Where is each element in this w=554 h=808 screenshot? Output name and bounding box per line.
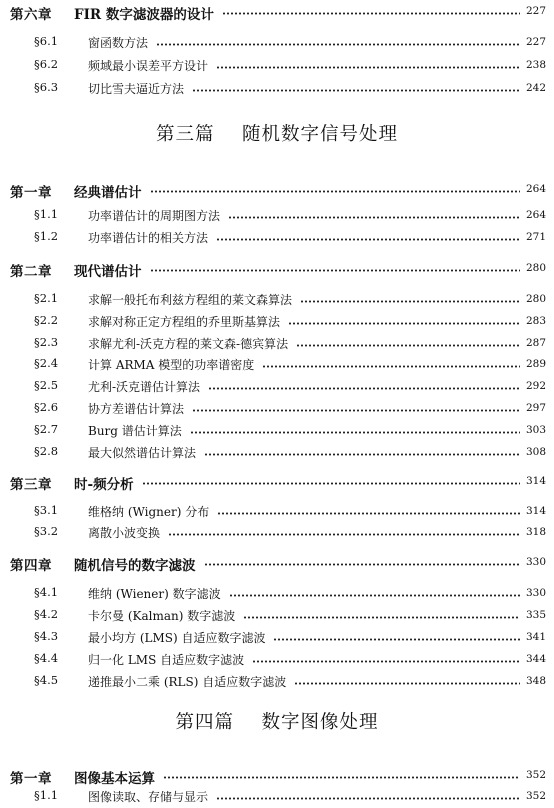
chapter-row[interactable] <box>0 554 554 574</box>
section-title: Burg 谱估计算法 <box>88 424 182 438</box>
section-title: 求解对称正定方程组的乔里斯基算法 <box>88 315 281 329</box>
section-row[interactable] <box>0 335 554 355</box>
section-title: 最小均方 (LMS) 自适应数字滤波 <box>88 631 266 645</box>
section-number: §4.2 <box>34 607 59 621</box>
page-number: 271 <box>525 231 546 243</box>
section-title: 窗函数方法 <box>88 36 149 50</box>
section-row[interactable] <box>0 378 554 398</box>
dot-leader <box>222 12 520 15</box>
page-number: 264 <box>525 183 546 195</box>
page-number: 330 <box>525 556 546 568</box>
page-number: 227 <box>525 36 546 48</box>
dot-leader <box>204 453 520 456</box>
section-row[interactable] <box>0 629 554 649</box>
section-row[interactable] <box>0 444 554 464</box>
chapter-row[interactable] <box>0 473 554 493</box>
section-number: §1.2 <box>34 229 59 243</box>
section-number: §6.2 <box>34 57 59 71</box>
dot-leader <box>216 66 520 69</box>
section-number: §2.6 <box>34 400 59 414</box>
section-row[interactable] <box>0 207 554 227</box>
chapter-number: 第四章 <box>10 558 52 574</box>
page-number: 314 <box>525 475 546 487</box>
section-number: §4.5 <box>34 673 59 687</box>
chapter-row[interactable] <box>0 181 554 201</box>
page-number: 280 <box>525 293 546 305</box>
section-number: §2.3 <box>34 335 59 349</box>
chapter-title: 时-频分析 <box>74 477 134 493</box>
section-title: 协方差谱估计算法 <box>88 402 185 416</box>
section-row[interactable] <box>0 651 554 671</box>
dot-leader <box>296 344 520 347</box>
page-number: 308 <box>525 446 546 458</box>
section-row[interactable] <box>0 229 554 249</box>
section-title: 计算 ARMA 模型的功率谱密度 <box>88 358 255 372</box>
section-number: §2.2 <box>34 313 59 327</box>
page-number: 352 <box>525 769 546 781</box>
page-number: 352 <box>525 790 546 802</box>
dot-leader <box>228 216 520 219</box>
chapter-number: 第三章 <box>10 477 52 493</box>
section-number: §3.2 <box>34 524 59 538</box>
chapter-number: 第二章 <box>10 264 52 280</box>
section-title: 最大似然谱估计算法 <box>88 446 197 460</box>
section-title: 维格纳 (Wigner) 分布 <box>88 505 210 519</box>
page-number: 344 <box>525 653 546 665</box>
dot-leader <box>150 269 520 272</box>
section-number: §1.1 <box>34 207 59 221</box>
section-row[interactable] <box>0 313 554 333</box>
dot-leader <box>216 238 520 241</box>
chapter-title: 现代谱估计 <box>74 264 142 280</box>
section-title: 频域最小误差平方设计 <box>88 59 209 73</box>
dot-leader <box>216 797 520 800</box>
dot-leader <box>262 365 520 368</box>
dot-leader <box>243 616 520 619</box>
dot-leader <box>192 409 520 412</box>
section-row[interactable] <box>0 607 554 627</box>
section-title: 尤利-沃克谱估计算法 <box>88 380 201 394</box>
section-row[interactable] <box>0 34 554 54</box>
dot-leader <box>288 322 520 325</box>
dot-leader <box>190 431 520 434</box>
section-row[interactable] <box>0 503 554 523</box>
section-title: 图像读取、存储与显示 <box>88 790 209 804</box>
section-row[interactable] <box>0 291 554 311</box>
dot-leader <box>156 43 520 46</box>
section-title: 功率谱估计的周期图方法 <box>88 209 221 223</box>
page-number: 297 <box>525 402 546 414</box>
chapter-number: 第六章 <box>10 7 52 23</box>
section-row[interactable] <box>0 585 554 605</box>
section-title: 离散小波变换 <box>88 526 161 540</box>
page-number: 283 <box>525 315 546 327</box>
dot-leader <box>217 512 520 515</box>
page-number: 330 <box>525 587 546 599</box>
section-row[interactable] <box>0 80 554 100</box>
dot-leader <box>229 594 520 597</box>
section-row[interactable] <box>0 356 554 376</box>
chapter-title: 随机信号的数字滤波 <box>74 558 196 574</box>
page-number: 227 <box>525 5 546 17</box>
section-number: §2.4 <box>34 356 59 370</box>
chapter-row[interactable] <box>0 260 554 280</box>
part-heading: 第四篇 数字图像处理 <box>175 712 379 733</box>
section-number: §2.8 <box>34 444 59 458</box>
section-number: §2.1 <box>34 291 59 305</box>
section-number: §3.1 <box>34 503 59 517</box>
section-number: §2.7 <box>34 422 59 436</box>
section-title: 归一化 LMS 自适应数字滤波 <box>88 653 245 667</box>
page-number: 238 <box>525 59 546 71</box>
section-title: 求解尤利-沃克方程的莱文森-德宾算法 <box>88 337 289 351</box>
page-number: 318 <box>525 526 546 538</box>
page-number: 348 <box>525 675 546 687</box>
dot-leader <box>150 190 520 193</box>
page-number: 264 <box>525 209 546 221</box>
dot-leader <box>168 533 520 536</box>
dot-leader <box>192 89 520 92</box>
part-heading: 第三篇 随机数字信号处理 <box>155 124 399 145</box>
section-number: §4.1 <box>34 585 59 599</box>
section-number: §1.1 <box>34 788 59 802</box>
section-number: §4.3 <box>34 629 59 643</box>
page-number: 303 <box>525 424 546 436</box>
page-number: 314 <box>525 505 546 517</box>
page-number: 292 <box>525 380 546 392</box>
section-number: §6.3 <box>34 80 59 94</box>
section-number: §4.4 <box>34 651 59 665</box>
page-number: 280 <box>525 262 546 274</box>
section-number: §6.1 <box>34 34 59 48</box>
dot-leader <box>142 482 520 485</box>
chapter-row[interactable] <box>0 767 554 787</box>
section-row[interactable] <box>0 788 554 808</box>
page-number: 289 <box>525 358 546 370</box>
dot-leader <box>252 660 520 663</box>
page-number: 287 <box>525 337 546 349</box>
chapter-number: 第一章 <box>10 185 52 201</box>
section-row[interactable] <box>0 400 554 420</box>
dot-leader <box>204 563 520 566</box>
dot-leader <box>208 387 520 390</box>
section-title: 求解一般托布利兹方程组的莱文森算法 <box>88 293 293 307</box>
dot-leader <box>300 300 520 303</box>
dot-leader <box>163 776 520 779</box>
dot-leader <box>273 638 520 641</box>
section-row[interactable] <box>0 422 554 442</box>
chapter-title: FIR 数字滤波器的设计 <box>74 7 214 23</box>
section-title: 递推最小二乘 (RLS) 自适应数字滤波 <box>88 675 287 689</box>
section-row[interactable] <box>0 673 554 693</box>
chapter-number: 第一章 <box>10 771 52 787</box>
section-title: 功率谱估计的相关方法 <box>88 231 209 245</box>
page-number: 242 <box>525 82 546 94</box>
section-title: 卡尔曼 (Kalman) 数字滤波 <box>88 609 236 623</box>
section-row[interactable] <box>0 524 554 544</box>
page-number: 335 <box>525 609 546 621</box>
chapter-title: 图像基本运算 <box>74 771 155 787</box>
dot-leader <box>294 682 520 685</box>
section-number: §2.5 <box>34 378 59 392</box>
section-title: 维纳 (Wiener) 数字滤波 <box>88 587 221 601</box>
section-title: 切比雪夫逼近方法 <box>88 82 185 96</box>
section-row[interactable] <box>0 57 554 77</box>
page-number: 341 <box>525 631 546 643</box>
chapter-row[interactable] <box>0 3 554 23</box>
chapter-title: 经典谱估计 <box>74 185 142 201</box>
